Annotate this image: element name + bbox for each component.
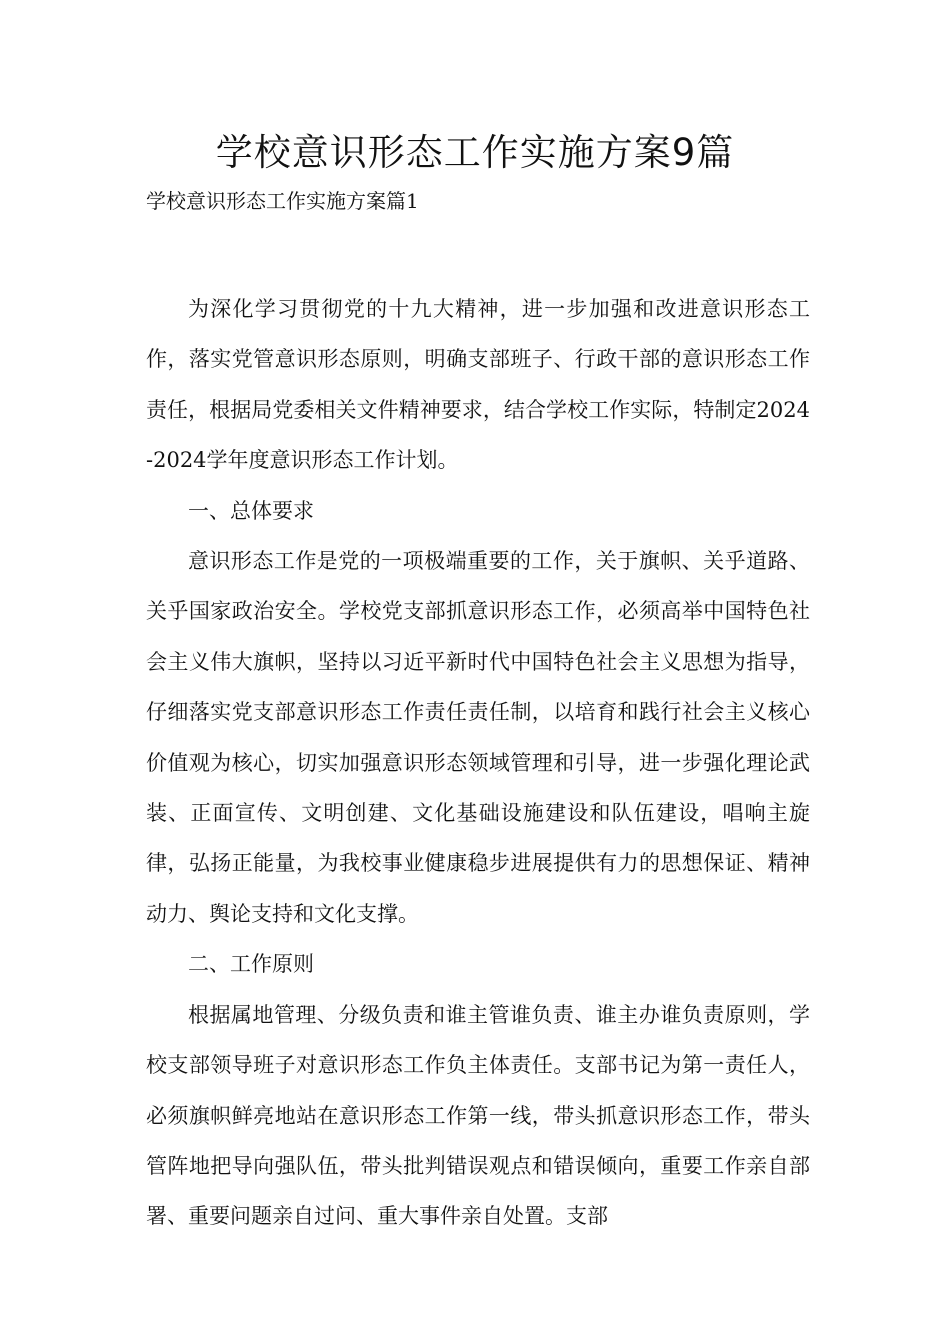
work-principles-paragraph: 根据属地管理、分级负责和谁主管谁负责、谁主办谁负责原则，学校支部领导班子对意识形态工作负主体责任。支部书记为第一责任人，必须旗帜鲜亮地站在意识形态工作第一线，带头抓意识形态工作，带头管阵地把导向强队伍，带头批判错误观点和错误倾向，重要工作亲自部署、重要问题亲自过问、重大事件亲自处置。支部 (146, 1002, 810, 1229)
intro-paragraph: 为深化学习贯彻党的十九大精神，进一步加强和改进意识形态工作，落实党管意识形态原则，明确支部班子、行政干部的意识形态工作责任，根据局党委相关文件精神要求，结合学校工作实际，特制定2024-2024学年度意识形态工作计划。 (146, 297, 810, 473)
document-body (146, 284, 810, 1242)
section-heading-work-principles: 二、工作原则 (188, 952, 314, 977)
document-title: 学校意识形态工作实施方案9篇 (215, 131, 735, 174)
general-requirements-paragraph: 意识形态工作是党的一项极端重要的工作，关于旗帜、关乎道路、关乎国家政治安全。学校党支部抓意识形态工作，必须高举中国特色社会主义伟大旗帜，坚持以习近平新时代中国特色社会主义思想为指导，仔细落实党支部意识形态工作责任责任制，以培育和践行社会主义核心价值观为核心，切实加强意识形态领域管理和引导，进一步强化理论武装、正面宣传、文明创建、文化基础设施建设和队伍建设，唱响主旋律，弘扬正能量，为我校事业健康稳步进展提供有力的思想保证、精神动力、舆论支持和文化支撑。 (146, 549, 810, 926)
section-heading-general-requirements: 一、总体要求 (188, 498, 314, 523)
document-subtitle: 学校意识形态工作实施方案篇1 (146, 189, 419, 213)
